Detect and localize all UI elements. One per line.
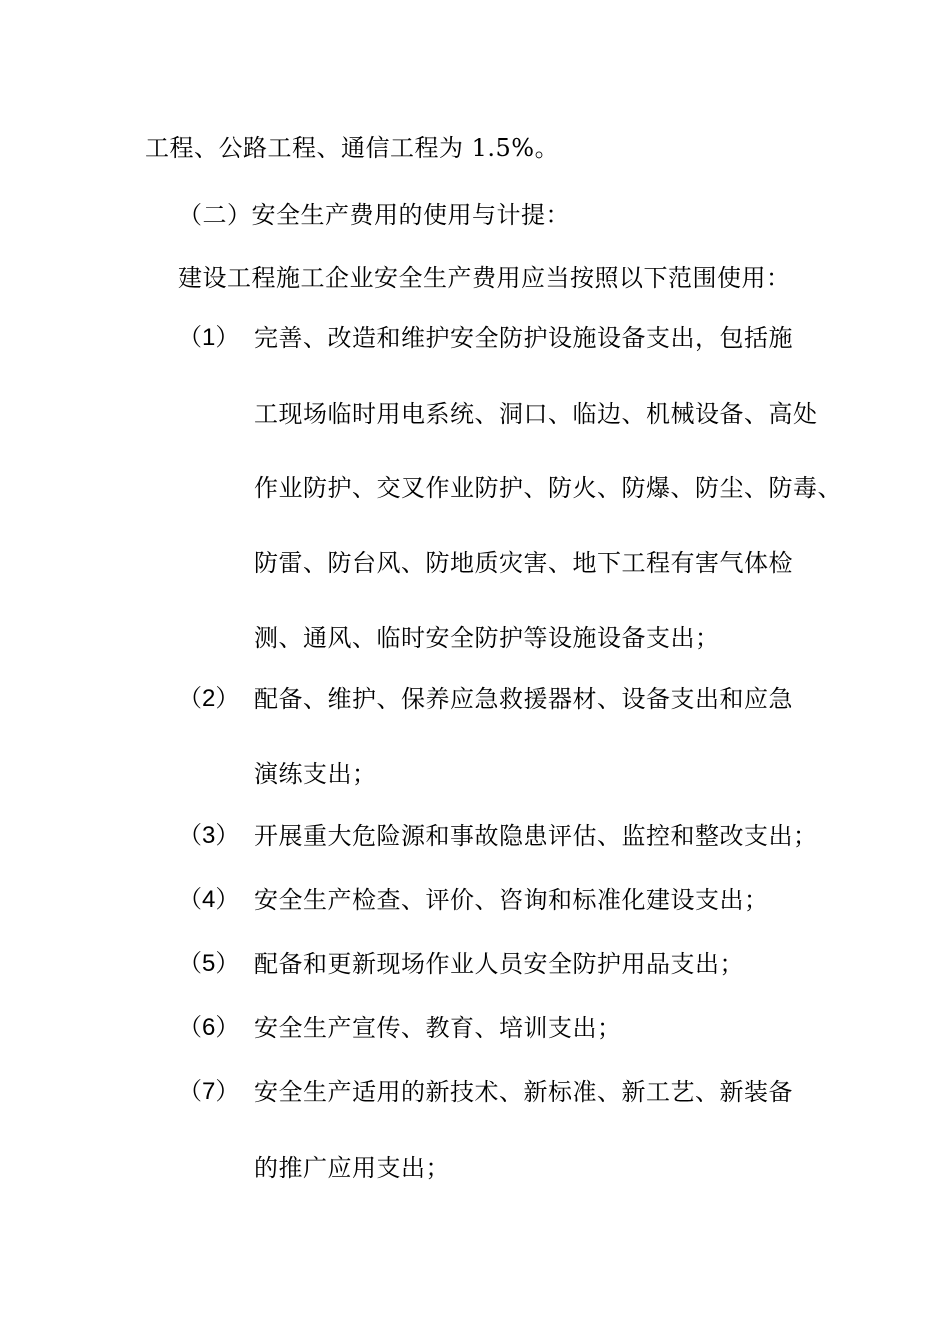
item-number: （1） bbox=[178, 324, 240, 351]
item-line: 配备和更新现场作业人员安全防护用品支出； bbox=[254, 950, 744, 978]
item-line: 安全生产适用的新技术、新标准、新工艺、新装备 bbox=[254, 1078, 793, 1106]
item-line: 完善、改造和维护安全防护设施设备支出，包括施 bbox=[254, 324, 793, 352]
item-line: 作业防护、交叉作业防护、防火、防爆、防尘、防毒、 bbox=[254, 474, 842, 502]
item-line: 的推广应用支出； bbox=[254, 1154, 450, 1182]
item-line: 开展重大危险源和事故隐患评估、监控和整改支出； bbox=[254, 822, 818, 850]
item-number: （4） bbox=[178, 886, 240, 913]
item-number: （3） bbox=[178, 822, 240, 849]
item-line: 演练支出； bbox=[254, 760, 377, 788]
lead-paragraph: 建设工程施工企业安全生产费用应当按照以下范围使用： bbox=[178, 264, 791, 292]
item-number: （2） bbox=[178, 685, 240, 712]
section-heading: （二）安全生产费用的使用与计提： bbox=[178, 201, 570, 229]
item-line: 测、通风、临时安全防护等设施设备支出； bbox=[254, 624, 720, 652]
intro-line: 工程、公路工程、通信工程为 1.5%。 bbox=[145, 134, 560, 162]
item-number: （6） bbox=[178, 1014, 240, 1041]
item-line: 安全生产宣传、教育、培训支出； bbox=[254, 1014, 622, 1042]
item-line: 防雷、防台风、防地质灾害、地下工程有害气体检 bbox=[254, 549, 793, 577]
item-number: （5） bbox=[178, 950, 240, 977]
item-line: 安全生产检查、评价、咨询和标准化建设支出； bbox=[254, 886, 769, 914]
item-number: （7） bbox=[178, 1078, 240, 1105]
item-line: 配备、维护、保养应急救援器材、设备支出和应急 bbox=[254, 685, 793, 713]
item-line: 工现场临时用电系统、洞口、临边、机械设备、高处 bbox=[254, 400, 818, 428]
